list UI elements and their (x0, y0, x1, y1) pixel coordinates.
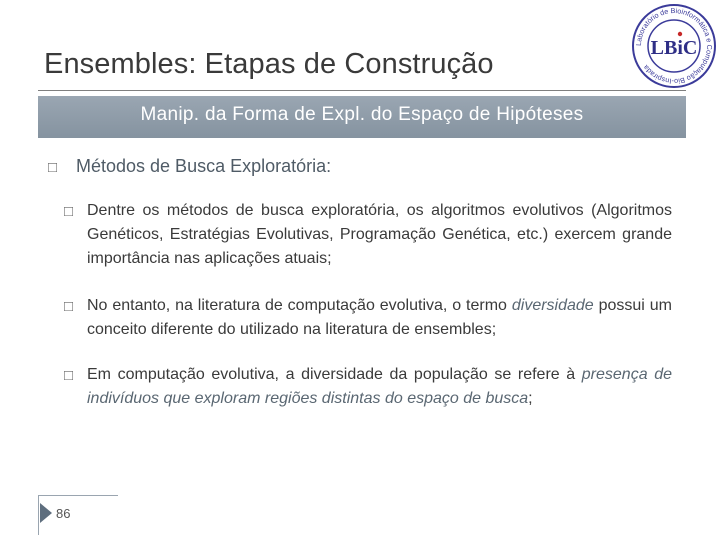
item-text: ; (528, 390, 533, 407)
bullet-icon: □ (64, 367, 74, 384)
bullet-icon: □ (64, 298, 74, 315)
logo-text: LBiC (650, 37, 698, 59)
page-number: 86 (56, 506, 71, 521)
item-text: No entanto, na literatura de computação evolutiva, o termo (87, 297, 512, 314)
item-text: Em computação evolutiva, a diversidade da população se refere à (87, 366, 582, 383)
bullet-icon: □ (48, 159, 58, 176)
item-emphasis: diversidade (511, 297, 594, 314)
slide-title: Ensembles: Etapas de Construção (44, 48, 494, 80)
bullet-icon: □ (64, 203, 74, 220)
list-item (87, 363, 672, 411)
footer-divider-vertical (38, 495, 39, 535)
subtitle-banner (38, 96, 686, 138)
list-item (87, 294, 672, 342)
logo-ring-text: Laboratório de Bioinformática e Computação Bio-Inspirada (633, 5, 715, 87)
title-divider (38, 90, 686, 91)
section-heading: Métodos de Busca Exploratória: (76, 156, 332, 176)
footer-divider (38, 495, 118, 496)
item-emphasis: presença de indivíduos que exploram regiões distintas do espaço de busca (87, 366, 673, 407)
banner-text: Manip. da Forma de Expl. do Espaço de Hipóteses (140, 104, 584, 125)
logo-accent-dot (678, 32, 682, 36)
footer-arrow-icon (40, 503, 52, 523)
list-item (87, 199, 672, 271)
item-text: possui um conceito diferente do utilizado na literatura de ensembles; (87, 297, 672, 338)
lbic-logo (630, 2, 718, 90)
item-text: Dentre os métodos de busca exploratória, os algoritmos evolutivos (Algoritmos Genéticos, Estratégias Evolutivas, Programação Genética, etc.) exercem grande importância nas aplicações atuais; (87, 202, 672, 267)
